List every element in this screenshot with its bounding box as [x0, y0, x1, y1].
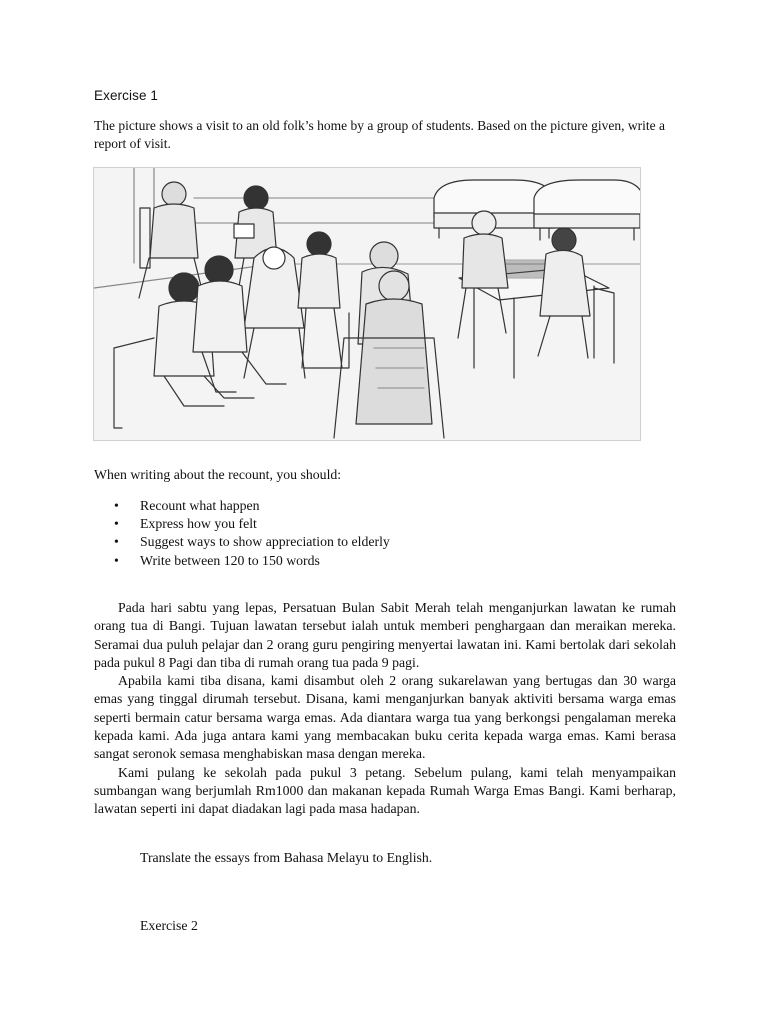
- instruction-item: • Write between 120 to 150 words: [112, 552, 390, 570]
- next-exercise-title: Exercise 2: [140, 918, 198, 933]
- exercise-title: Exercise 1: [94, 88, 159, 103]
- instructions-heading: When writing about the recount, you should:: [94, 467, 342, 482]
- essay: [94, 599, 676, 819]
- student-chess-player: [538, 228, 614, 363]
- instruction-item: • Recount what happen: [112, 497, 390, 515]
- intro-text: The picture shows a visit to an old folk’s home by a group of students. Based on the picture given, write a report of visit.: [94, 118, 666, 151]
- visit-illustration: [93, 167, 641, 441]
- translate-instruction: Translate the essays from Bahasa Melayu to English.: [140, 850, 433, 865]
- student-girl: [298, 232, 349, 368]
- essay-paragraph: Apabila kami tiba disana, kami disambut oleh 2 orang sukarelawan yang bertugas dan 30 warga emas yang tinggal dirumah tersebut. Disana, kami menganjurkan banyak aktiviti bersama warga emas seperti bermain catur bersama warga emas. Ada diantara warga tua yang berkongsi pengalaman mereka kepada kami. Ada juga antara kami yang membacakan buku cerita kepada warga emas. Kami berasa sangat seronok semasa menghabiskan masa dengan mereka.: [94, 673, 676, 762]
- student-hijab: [244, 247, 305, 378]
- essay-paragraph: Pada hari sabtu yang lepas, Persatuan Bulan Sabit Merah telah menganjurkan lawatan ke rumah orang tua di Bangi. Tujuan lawatan tersebut ialah untuk memberi penghargaan dan meraikan mereka. Seramai dua puluh pelajar dan 2 orang guru pengiring menyertai lawatan ini. Kami bertolak dari sekolah pada pukul 8 Pagi dan tiba di rumah orang tua pada 9 pagi.: [94, 600, 676, 670]
- sofa-right: [534, 180, 640, 240]
- instruction-item: • Express how you felt: [112, 515, 390, 533]
- instruction-item: • Suggest ways to show appreciation to elderly: [112, 533, 390, 551]
- instructions-list: [112, 497, 390, 570]
- elderly-chess-player: [458, 211, 508, 338]
- essay-paragraph: Kami pulang ke sekolah pada pukul 3 petang. Sebelum pulang, kami telah menyampaikan sumbangan wang berjumlah Rm1000 dan makanan kepada Rumah Warga Emas Bangi. Kami berharap, lawatan seperti ini dapat diadakan lagi pada masa hadapan.: [94, 764, 676, 817]
